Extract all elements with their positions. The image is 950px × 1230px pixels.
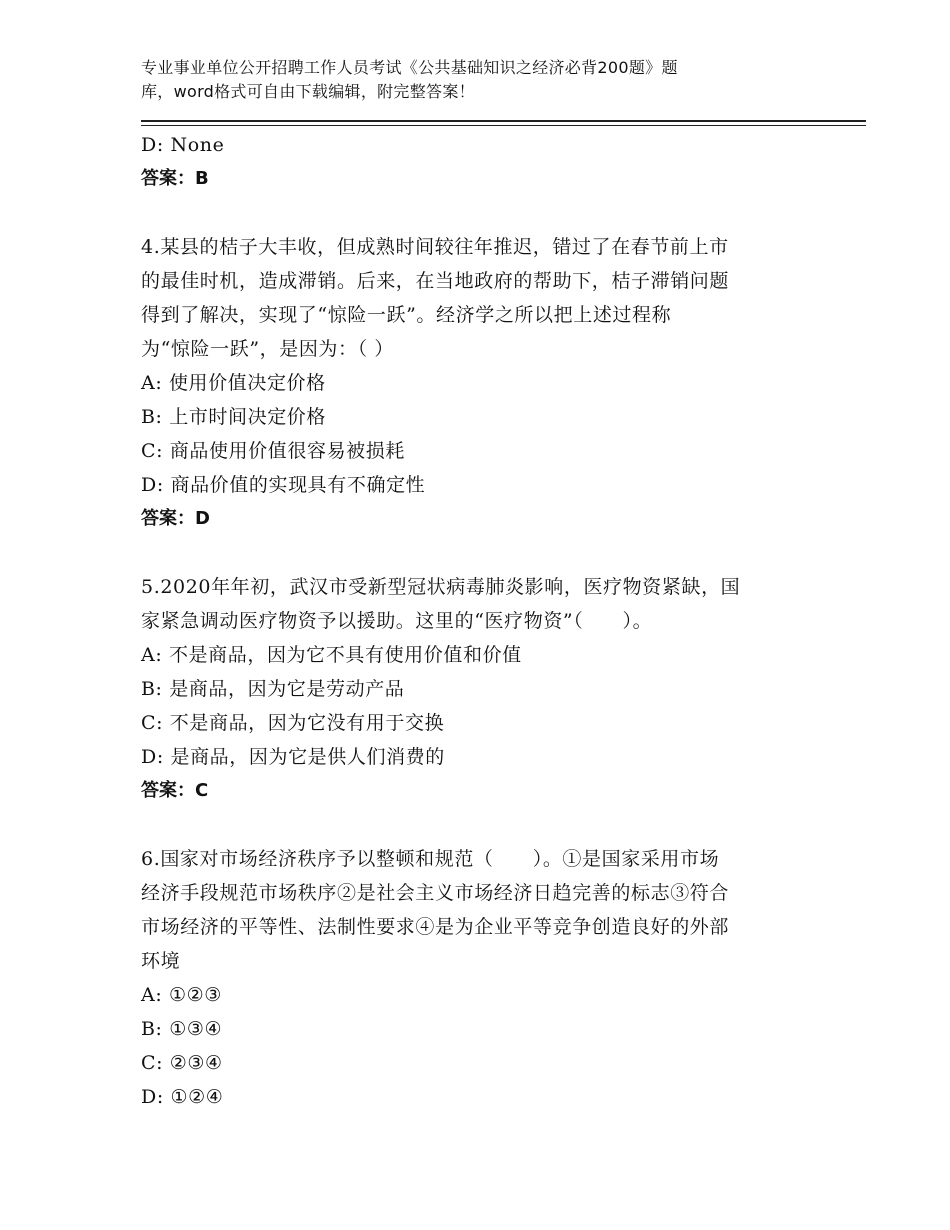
stem-line: 家紧急调动医疗物资予以援助。这里的“医疗物资”（ ）。 [141, 610, 653, 632]
option-d: D: None [141, 134, 225, 156]
document-header [141, 56, 781, 104]
header-line-1: 专业事业单位公开招聘工作人员考试《公共基础知识之经济必背200题》题 [141, 58, 678, 77]
option-b: B: ①③④ [141, 1018, 223, 1040]
option-a: A: 使用价值决定价格 [141, 372, 326, 394]
option-d: D: 是商品，因为它是供人们消费的 [141, 746, 445, 768]
option-c: C: 商品使用价值很容易被损耗 [141, 440, 405, 462]
option-a: A: 不是商品，因为它不具有使用价值和价值 [141, 644, 522, 666]
option-d: D: 商品价值的实现具有不确定性 [141, 474, 426, 496]
option-a: A: ①②③ [141, 984, 222, 1006]
option-b: B: 是商品，因为它是劳动产品 [141, 678, 405, 700]
stem-line: 6.国家对市场经济秩序予以整顿和规范（ ）。①是国家采用市场 [141, 848, 720, 870]
option-c: C: ②③④ [141, 1052, 223, 1074]
question-content [141, 128, 801, 1114]
stem-line: 市场经济的平等性、法制性要求④是为企业平等竞争创造良好的外部 [141, 916, 730, 938]
stem-line: 得到了解决，实现了“惊险一跃”。经济学之所以把上述过程称 [141, 304, 672, 326]
header-line-2: 库，word格式可自由下载编辑，附完整答案！ [141, 82, 475, 101]
question-stem [141, 842, 801, 978]
question-3-tail [141, 128, 801, 196]
stem-line: 4.某县的桔子大丰收，但成熟时间较往年推迟，错过了在春节前上市 [141, 236, 729, 258]
option-b: B: 上市时间决定价格 [141, 406, 327, 428]
option-c: C: 不是商品，因为它没有用于交换 [141, 712, 445, 734]
stem-line: 经济手段规范市场秩序②是社会主义市场经济日趋完善的标志③符合 [141, 882, 730, 904]
header-rule-thick [141, 120, 866, 122]
question-stem [141, 570, 801, 638]
header-rule-thin [141, 125, 866, 126]
stem-line: 5.2020年年初，武汉市受新型冠状病毒肺炎影响，医疗物资紧缺，国 [141, 576, 741, 598]
question-stem [141, 230, 801, 366]
answer-label: 答案：C [141, 780, 209, 801]
option-d: D: ①②④ [141, 1086, 224, 1108]
stem-line: 为“惊险一跃”，是因为：（ ） [141, 338, 394, 360]
question-4 [141, 230, 801, 536]
answer-label: 答案：B [141, 168, 209, 189]
question-5 [141, 570, 801, 808]
stem-line: 的最佳时机，造成滞销。后来，在当地政府的帮助下，桔子滞销问题 [141, 270, 730, 292]
question-6 [141, 842, 801, 1114]
stem-line: 环境 [141, 950, 181, 972]
answer-label: 答案：D [141, 508, 210, 529]
